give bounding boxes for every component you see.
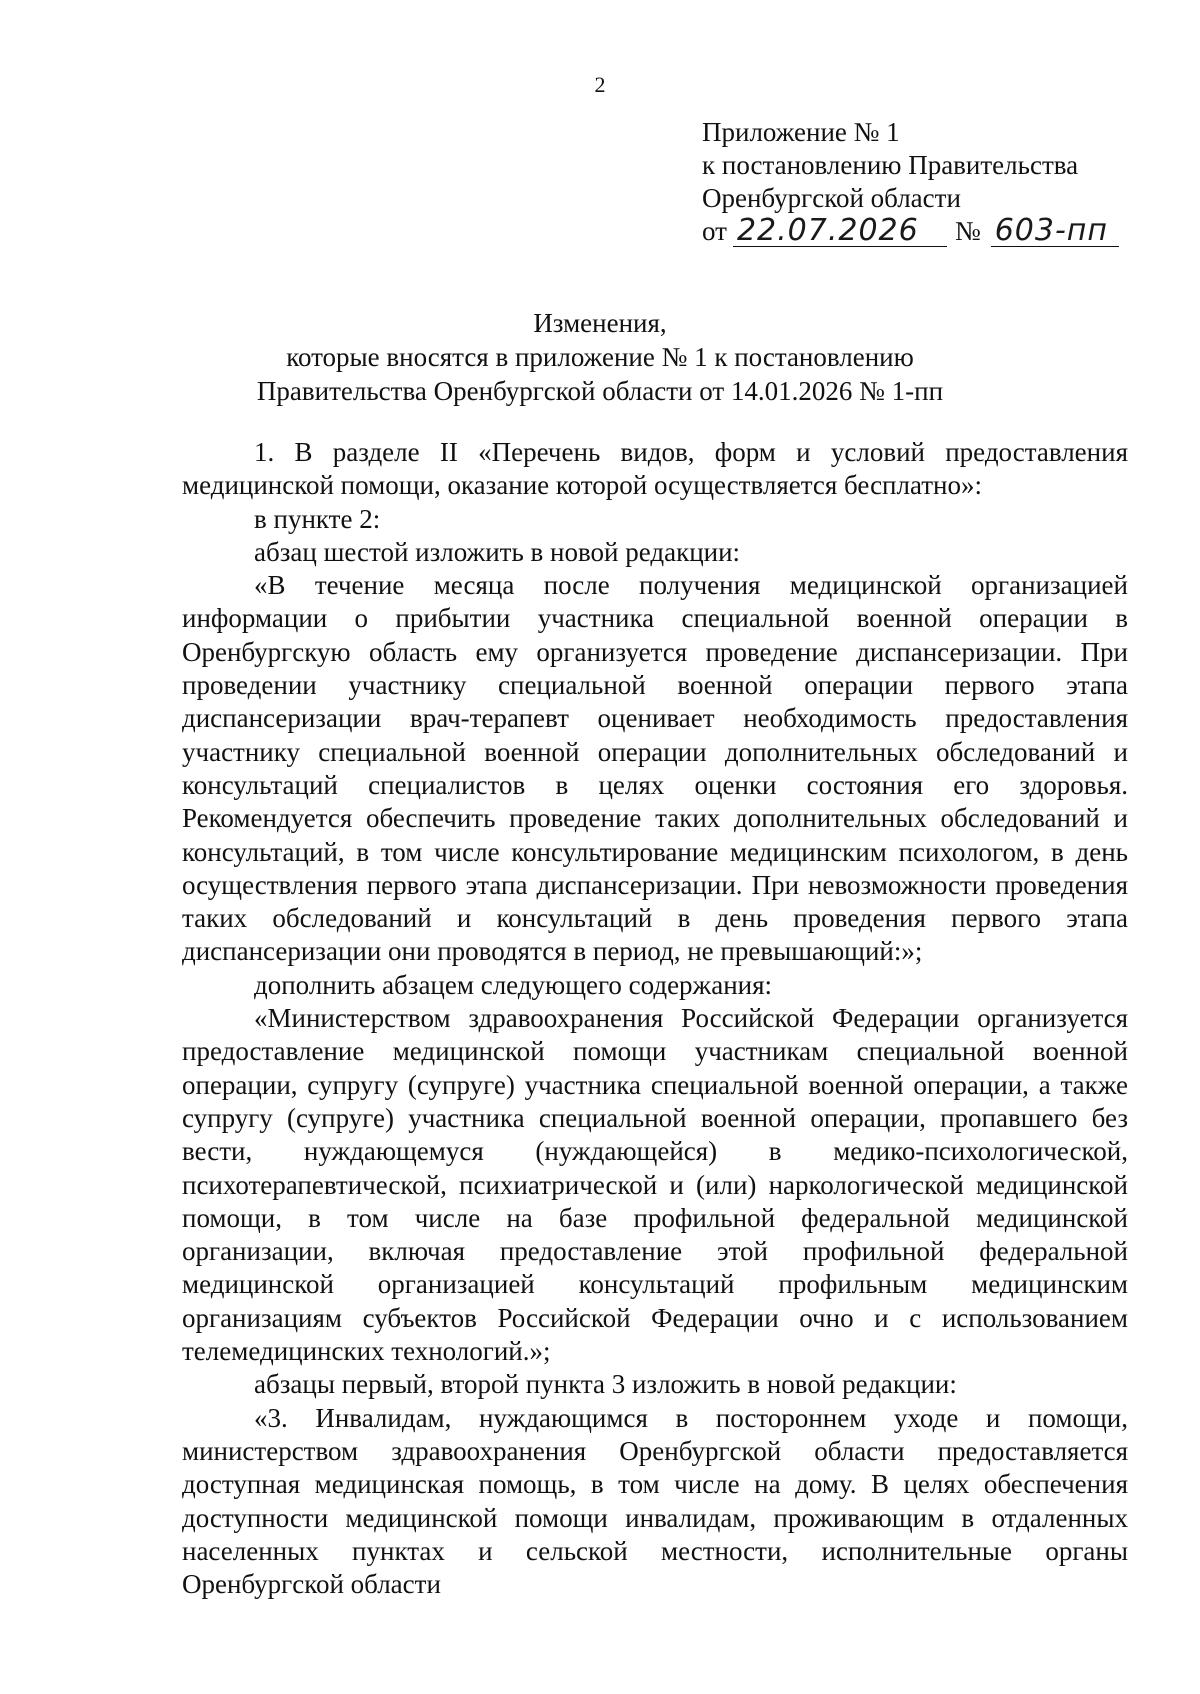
paragraph: «Министерством здравоохранения Российской Федерации организуется предоставление медицинской помощи участникам специальной военной операции, супругу (супруге) участника специальной военной операции, а также супругу (супруге) участника специальной военной операции, пропавшего без вести, нуждающемуся (нуждающейся) в медико-психологической, психотерапевтической, психиатрической и (или) наркологической медицинской помощи, в том числе на базе профильной федеральной медицинской организации, включая предоставление этой профильной федеральной медицинской организацией консультаций профильным медицинским организациям субъектов Российской Федерации очно и с использованием телемедицинских технологий.»;: [182, 1003, 1128, 1367]
paragraph: 1. В разделе II «Перечень видов, форм и условий предоставления медицинской помощи, оказание которой осуществляется бесплатно»:: [182, 437, 1128, 501]
appendix-region: Оренбургской области: [702, 183, 961, 213]
handwritten-number: 603-пп: [991, 216, 1119, 247]
appendix-date-number-line: [702, 215, 1172, 248]
heading-subtitle: которые вносятся в приложение № 1 к постановлению: [286, 342, 914, 372]
appendix-block: [702, 116, 1172, 248]
appendix-reference: к постановлению Правительства: [702, 150, 1079, 180]
paragraph: в пункте 2:: [254, 503, 381, 534]
date-prefix: от: [702, 216, 727, 246]
handwritten-date: 22.07.2026: [733, 216, 947, 247]
paragraph: дополнить абзацем следующего содержания:: [254, 969, 773, 1000]
heading-title: Изменения,: [533, 308, 667, 338]
number-prefix: №: [954, 216, 981, 246]
document-body: [182, 436, 1128, 1601]
document-heading: [180, 306, 1020, 408]
paragraph: абзац шестой изложить в новой редакции:: [254, 536, 741, 567]
heading-subtitle-cont: Правительства Оренбургской области от 14.01.2026 № 1-пп: [256, 376, 944, 406]
page-number: 2: [594, 72, 606, 97]
appendix-title: Приложение № 1: [702, 117, 900, 147]
paragraph: «3. Инвалидам, нуждающимся в постороннем уходе и помощи, министерством здравоохранения Оренбургской области предоставляется доступная медицинская помощь, в том числе на дому. В целях обеспечения доступности медицинской помощи инвалидам, проживающим в отдаленных населенных пунктах и сельской местности, исполнительные органы Оренбургской области: [182, 1402, 1128, 1600]
paragraph: «В течение месяца после получения медицинской организацией информации о прибытии участника специальной военной операции в Оренбургскую область ему организуется проведение диспансеризации. При проведении участнику специальной военной операции первого этапа диспансеризации врач-терапевт оценивает необходимость предоставления участнику специальной военной операции дополнительных обследований и консультаций специалистов в целях оценки состояния его здоровья. Рекомендуется обеспечить проведение таких дополнительных обследований и консультаций, в том числе консультирование медицинским психологом, в день осуществления первого этапа диспансеризации. При невозможности проведения таких обследований и консультаций в день проведения первого этапа диспансеризации они проводятся в период, не превышающий:»;: [182, 570, 1128, 967]
paragraph: абзацы первый, второй пункта 3 изложить в новой редакции:: [254, 1369, 957, 1400]
